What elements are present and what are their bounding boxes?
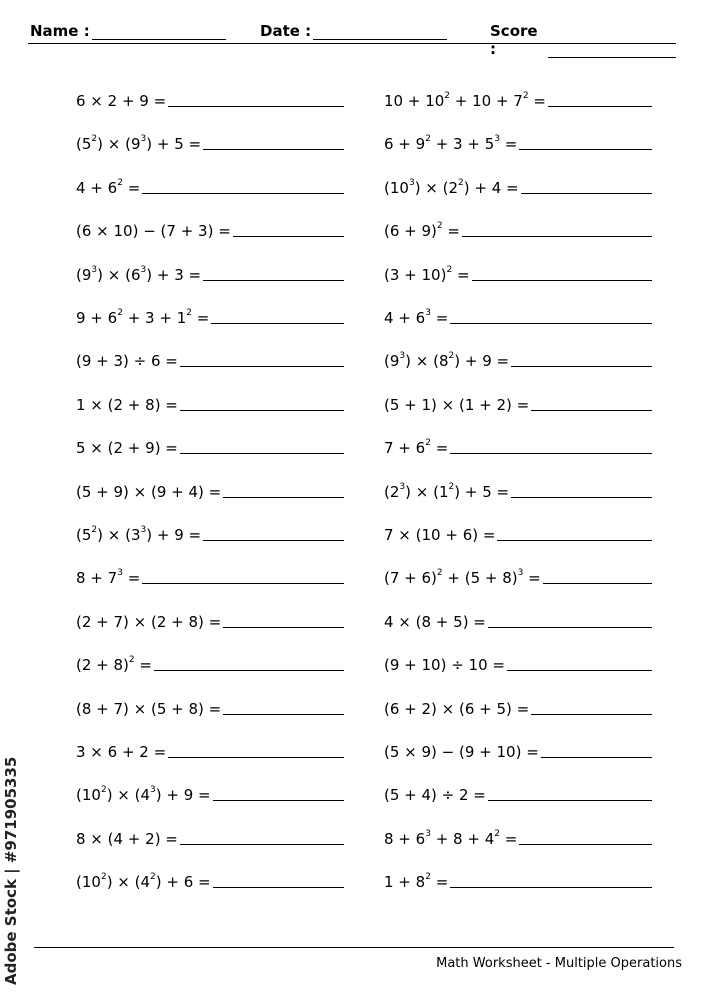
exponent: 3: [140, 134, 147, 145]
expression-text: (10: [76, 873, 101, 892]
exponent: 2: [494, 828, 500, 839]
name-line[interactable]: [92, 23, 226, 40]
exponent: 3: [408, 177, 415, 188]
problem-expression: [76, 569, 142, 587]
problem-row: [384, 86, 652, 110]
expression-text: ) × (2: [414, 178, 459, 197]
answer-line[interactable]: [223, 613, 344, 628]
problem-expression: [76, 743, 168, 761]
expression-text: =: [191, 309, 210, 327]
expression-text: ) × (9: [97, 135, 141, 154]
expression-text: =: [442, 222, 460, 241]
date-line[interactable]: [313, 23, 447, 40]
exponent: 3: [91, 264, 98, 275]
expression-text: 8 + 6: [384, 829, 426, 848]
problem-expression: [384, 483, 511, 501]
expression-text: (9 + 3) ÷ 6 =: [76, 352, 178, 371]
answer-line[interactable]: [548, 92, 652, 107]
expression-text: =: [134, 656, 152, 675]
expression-text: =: [528, 92, 546, 110]
expression-text: (9: [76, 265, 92, 284]
problem-expression: [76, 352, 180, 370]
problem-expression: [384, 526, 497, 544]
expression-text: + (5 + 8): [442, 569, 518, 588]
expression-text: ) + 9 =: [155, 786, 211, 805]
answer-line[interactable]: [203, 135, 344, 150]
problem-row: [384, 520, 652, 544]
stock-watermark: [2, 756, 28, 985]
exponent: 2: [448, 351, 455, 362]
expression-text: (6 × 10) − (7 + 3) =: [76, 222, 231, 241]
exponent: 3: [425, 828, 431, 839]
answer-line[interactable]: [450, 873, 652, 888]
problem-expression: [384, 700, 531, 718]
exponent: 3: [140, 525, 147, 535]
problem-row: [76, 433, 344, 457]
answer-line[interactable]: [531, 396, 652, 411]
header-rule: [28, 43, 676, 44]
answer-line[interactable]: [180, 830, 344, 845]
answer-line[interactable]: [203, 266, 344, 281]
answer-line[interactable]: [511, 352, 652, 367]
problem-expression: [76, 396, 180, 414]
expression-text: (8 + 7) × (5 + 8) =: [76, 699, 222, 718]
answer-line[interactable]: [450, 439, 652, 454]
expression-text: 7 × (10 + 6) =: [384, 526, 496, 544]
answer-line[interactable]: [223, 700, 344, 715]
exponent: 3: [425, 308, 431, 318]
answer-line[interactable]: [154, 656, 344, 671]
exponent: 2: [186, 308, 192, 318]
answer-line[interactable]: [180, 396, 344, 411]
exponent: 2: [444, 91, 451, 101]
expression-text: (2 + 7) × (2 + 8) =: [76, 612, 222, 631]
exponent: 2: [100, 872, 107, 883]
expression-text: ) + 9 =: [454, 352, 510, 371]
exponent: 2: [448, 481, 455, 492]
answer-line[interactable]: [519, 135, 652, 150]
expression-text: + 10 + 7: [450, 92, 523, 110]
name-field[interactable]: [30, 22, 226, 40]
problem-row: [384, 216, 652, 240]
exponent: 2: [522, 91, 529, 101]
problem-row: [384, 694, 652, 718]
expression-text: =: [430, 439, 449, 458]
answer-line[interactable]: [203, 526, 344, 541]
answer-line[interactable]: [521, 179, 652, 194]
score-label: Score :: [490, 22, 538, 58]
expression-text: ) + 4 =: [463, 178, 519, 197]
problem-expression: [384, 786, 488, 804]
exponent: 2: [458, 177, 464, 188]
problem-row: [384, 737, 652, 761]
problem-expression: [384, 569, 543, 587]
exponent: 2: [436, 221, 443, 232]
problem-row: [76, 173, 344, 197]
expression-text: + 3 + 1: [122, 309, 187, 327]
expression-text: 3 × 6 + 2 =: [76, 743, 167, 761]
problem-row: [384, 824, 652, 848]
exponent: 3: [150, 785, 156, 796]
expression-text: ) × (6: [97, 265, 141, 284]
problem-expression: [384, 179, 521, 197]
problem-expression: [76, 439, 180, 457]
problem-expression: [76, 873, 213, 891]
problem-row: [384, 173, 652, 197]
problem-expression: [76, 309, 211, 327]
problem-row: [76, 607, 344, 631]
expression-text: 6 + 9: [384, 135, 426, 154]
problem-expression: [384, 309, 450, 327]
expression-text: (9: [384, 352, 400, 371]
problem-row: [76, 390, 344, 414]
problem-expression: [76, 222, 233, 240]
problem-row: [76, 780, 344, 804]
expression-text: ) + 6 =: [155, 873, 211, 892]
answer-line[interactable]: [142, 569, 344, 584]
expression-text: ) + 5 =: [146, 135, 202, 154]
exponent: 2: [425, 872, 431, 883]
exponent: 2: [117, 177, 123, 188]
problem-expression: [76, 700, 223, 718]
date-field[interactable]: [260, 22, 447, 40]
answer-line[interactable]: [511, 483, 652, 498]
problem-expression: [76, 135, 203, 153]
expression-text: (5 + 9) × (9 + 4) =: [76, 482, 222, 501]
problem-expression: [76, 656, 154, 674]
expression-text: 8 × (4 + 2) =: [76, 829, 178, 848]
answer-line[interactable]: [180, 352, 344, 367]
exponent: 2: [436, 568, 443, 579]
expression-text: ) + 9 =: [146, 526, 202, 544]
problem-row: [76, 129, 344, 153]
problem-row: [384, 563, 652, 587]
expression-text: 7 + 6: [384, 439, 426, 458]
answer-line[interactable]: [462, 222, 652, 237]
answer-line[interactable]: [142, 179, 344, 194]
problem-expression: [384, 222, 462, 240]
problem-row: [76, 216, 344, 240]
expression-text: 1 × (2 + 8) =: [76, 395, 178, 414]
answer-line[interactable]: [233, 222, 344, 237]
exponent: 3: [399, 351, 406, 362]
expression-text: ) × (1: [405, 482, 449, 501]
expression-text: =: [430, 309, 449, 327]
problem-row: [384, 607, 652, 631]
exponent: 2: [100, 785, 107, 796]
date-label: Date :: [260, 22, 312, 40]
exponent: 2: [425, 438, 431, 449]
expression-text: (10: [76, 786, 101, 805]
expression-text: 10 + 10: [384, 92, 445, 110]
problem-row: [76, 303, 344, 327]
problem-row: [384, 346, 652, 370]
expression-text: (2 + 8): [76, 656, 129, 675]
problem-expression: [384, 743, 541, 761]
problem-row: [384, 477, 652, 501]
problem-row: [76, 867, 344, 891]
problem-row: [76, 824, 344, 848]
expression-text: 5 × (2 + 9) =: [76, 439, 178, 458]
answer-line[interactable]: [450, 309, 652, 324]
expression-text: + 8 + 4: [430, 829, 495, 848]
problem-row: [76, 694, 344, 718]
problem-expression: [384, 873, 450, 891]
problem-expression: [384, 352, 511, 370]
expression-text: =: [122, 178, 141, 197]
name-label: Name :: [30, 22, 90, 40]
expression-text: (2: [384, 482, 400, 501]
expression-text: (5 + 4) ÷ 2 =: [384, 786, 486, 805]
exponent: 2: [128, 655, 135, 666]
answer-line[interactable]: [180, 439, 344, 454]
exponent: 2: [425, 134, 431, 145]
problem-row: [384, 433, 652, 457]
exponent: 3: [494, 134, 500, 145]
expression-text: 4 + 6: [76, 178, 118, 197]
expression-text: ) × (8: [405, 352, 449, 371]
problem-row: [76, 86, 344, 110]
problem-expression: [384, 396, 531, 414]
answer-line[interactable]: [497, 526, 652, 541]
expression-text: 4 + 6: [384, 309, 426, 327]
expression-text: =: [499, 135, 518, 154]
expression-text: ) × (4: [106, 786, 151, 805]
expression-text: 1 + 8: [384, 873, 426, 892]
problem-expression: [76, 830, 180, 848]
expression-text: (10: [384, 178, 409, 197]
answer-line[interactable]: [519, 830, 652, 845]
score-field[interactable]: [490, 22, 676, 58]
problem-row: [384, 129, 652, 153]
expression-text: (5 × 9) − (9 + 10) =: [384, 743, 539, 761]
exponent: 3: [140, 264, 147, 275]
expression-text: (9 + 10) ÷ 10 =: [384, 656, 505, 675]
problem-expression: [384, 135, 519, 153]
answer-line[interactable]: [213, 786, 344, 801]
expression-text: ) + 3 =: [146, 265, 202, 284]
expression-text: =: [452, 265, 470, 284]
expression-text: 8 + 7: [76, 569, 118, 588]
problem-row: [384, 650, 652, 674]
exponent: 2: [117, 308, 123, 318]
answer-line[interactable]: [223, 483, 344, 498]
answer-line[interactable]: [543, 569, 652, 584]
problem-expression: [76, 526, 203, 544]
expression-text: (7 + 6): [384, 569, 437, 588]
exponent: 2: [91, 134, 98, 145]
expression-text: + 3 + 5: [430, 135, 495, 154]
problem-row: [76, 346, 344, 370]
problem-expression: [76, 266, 203, 284]
answer-line[interactable]: [488, 786, 652, 801]
problem-expression: [76, 179, 142, 197]
exponent: 2: [150, 872, 156, 883]
problem-row: [384, 390, 652, 414]
problem-expression: [76, 786, 213, 804]
answer-line[interactable]: [507, 656, 652, 671]
problem-row: [76, 563, 344, 587]
problem-expression: [384, 830, 519, 848]
expression-text: (6 + 2) × (6 + 5) =: [384, 699, 530, 718]
exponent: 3: [517, 568, 524, 579]
expression-text: 4 × (8 + 5) =: [384, 612, 486, 631]
expression-text: ) + 5 =: [454, 482, 510, 501]
watermark-text: Adobe Stock | #971905335: [2, 756, 20, 985]
expression-text: ) × (3: [97, 526, 141, 544]
problem-row: [384, 303, 652, 327]
problem-row: [76, 520, 344, 544]
exponent: 3: [117, 568, 123, 579]
problem-row: [76, 260, 344, 284]
expression-text: =: [499, 829, 518, 848]
footer-title: Math Worksheet - Multiple Operations: [436, 956, 682, 971]
problem-row: [76, 477, 344, 501]
expression-text: (5: [76, 526, 92, 544]
problem-row: [384, 867, 652, 891]
answer-line[interactable]: [211, 309, 344, 324]
answer-line[interactable]: [531, 700, 652, 715]
exponent: 3: [399, 481, 406, 492]
expression-text: 6 × 2 + 9 =: [76, 92, 167, 110]
answer-line[interactable]: [472, 266, 652, 281]
expression-text: ) × (4: [106, 873, 151, 892]
problem-expression: [384, 266, 472, 284]
problem-row: [76, 650, 344, 674]
answer-line[interactable]: [168, 92, 344, 107]
problem-expression: [76, 483, 223, 501]
problem-row: [384, 260, 652, 284]
exponent: 2: [91, 525, 98, 535]
problem-expression: [384, 439, 450, 457]
answer-line[interactable]: [213, 873, 344, 888]
problem-expression: [384, 656, 507, 674]
problem-row: [384, 780, 652, 804]
footer-rule: [34, 947, 674, 948]
expression-text: 9 + 6: [76, 309, 118, 327]
expression-text: (5 + 1) × (1 + 2) =: [384, 395, 530, 414]
problem-expression: [76, 613, 223, 631]
problem-row: [76, 737, 344, 761]
expression-text: =: [523, 569, 541, 588]
problem-expression: [384, 613, 488, 631]
answer-line[interactable]: [488, 613, 652, 628]
exponent: 2: [446, 264, 453, 275]
answer-line[interactable]: [541, 743, 652, 758]
expression-text: (6 + 9): [384, 222, 437, 241]
worksheet-header: [28, 22, 676, 58]
expression-text: (3 + 10): [384, 265, 447, 284]
expression-text: =: [430, 873, 449, 892]
expression-text: (5: [76, 135, 92, 154]
problem-expression: [384, 92, 548, 110]
answer-line[interactable]: [168, 743, 344, 758]
expression-text: =: [122, 569, 141, 588]
problem-expression: [76, 92, 168, 110]
